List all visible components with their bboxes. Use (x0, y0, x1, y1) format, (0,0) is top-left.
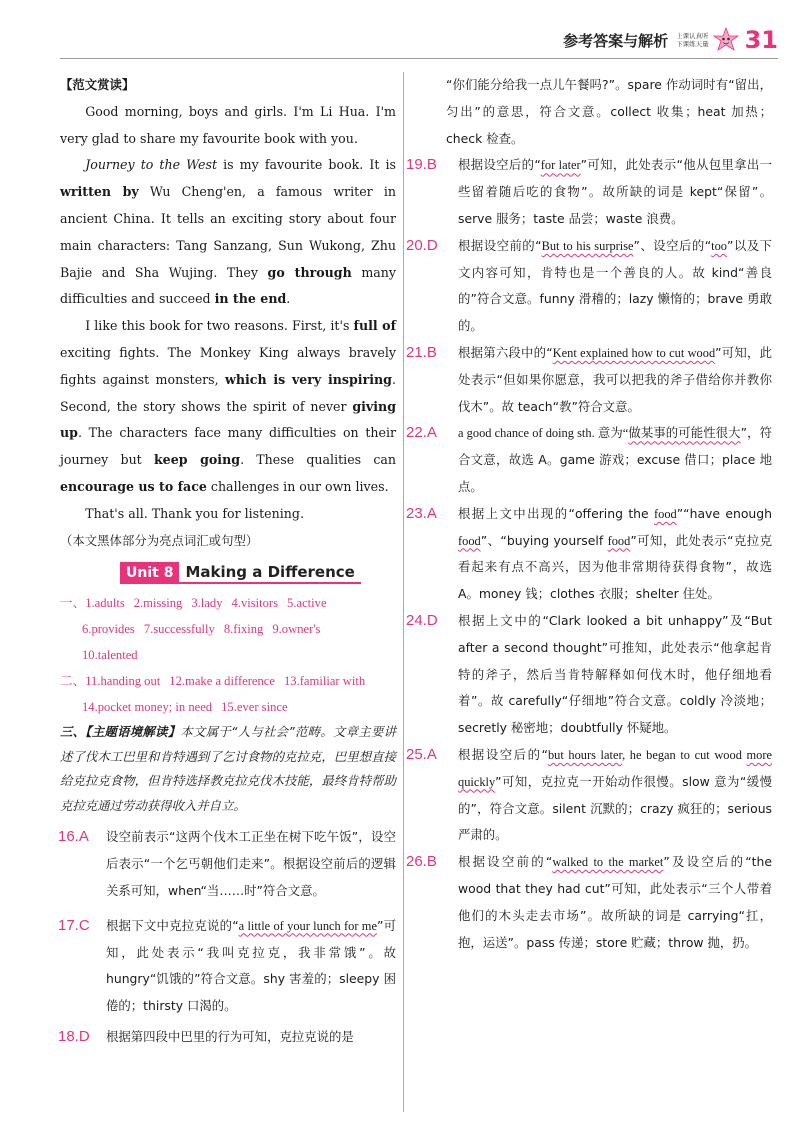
answer-item: 12.make a difference (169, 674, 275, 689)
header-rule (60, 58, 778, 59)
column-divider (403, 72, 404, 1112)
book-title: Journey to the West (85, 157, 218, 173)
highlight-phrase: go through (267, 264, 352, 280)
question-18 (60, 1024, 396, 1051)
essay-text: . Second, the story shows the spirit of never (60, 371, 396, 414)
question-26 (406, 849, 773, 956)
question-explanation: 根据设空前的“ (458, 854, 553, 870)
section-3-label: 三、【主题语境解读】 (60, 724, 181, 740)
right-column (406, 72, 773, 956)
question-explanation: “你们能分给我一点儿午餐吗?”。spare 作动词时有“留出，匀出”的意思，符合文意。collect 收集；heat 加热；check 检查。 (446, 77, 772, 146)
star-mascot-logo-icon (713, 27, 739, 53)
left-column (60, 72, 396, 1051)
question-19 (406, 152, 772, 232)
essay-text: . (286, 291, 291, 307)
answer-item: 15.ever since (221, 700, 288, 715)
answer-item: 5.active (287, 596, 327, 611)
question-explanation: ”、设空后的“ (633, 237, 712, 253)
answer-item: 13.familiar with (284, 674, 366, 689)
question-24 (406, 608, 772, 742)
header-slogan-line-2: 下课练天量 (676, 40, 709, 48)
quoted-phrase: for later (540, 158, 581, 173)
question-explanation: 根据第四段中巴里的行为可知，克拉克说的是 (106, 1028, 354, 1044)
section-2-row-2 (60, 694, 396, 720)
question-explanation: 根据上文中的“Clark looked a bit unhappy”及“But after a second thought”可推知，此处表示“他拿起肯特的斧子，然后当肯特解释如何伐木时，他仔细地看着”。故 carefully“仔细地”符合文意。coldly 冷淡地；secretly 秘密地；doubtfully 怀疑地。 (458, 612, 772, 736)
question-17 (60, 913, 396, 1020)
quoted-phrase: But to his surprise (541, 238, 634, 253)
question-explanation: 设空前表示“这两个伐木工正坐在树下吃午饭”，设空后表示“一个乞丐朝他们走来”。根据设空前后的逻辑关系可知，when“当……时”符合文意。 (106, 829, 396, 898)
essay-text: many difficulties and succeed (60, 264, 396, 307)
essay-paragraph-2 (60, 152, 396, 313)
question-explanation: 根据设空前的“ (458, 237, 542, 253)
question-explanation: ”可知，此处表示“他从包里拿出一些留着随后吃的食物”。故所缺的词是 kept“保留”。serve 服务；taste 品尝；waste 浪费。 (458, 157, 772, 226)
question-explanation: a good chance of doing sth. 意为“ (458, 426, 629, 441)
question-number: 22.A (406, 424, 437, 442)
question-18-continued (412, 72, 772, 152)
question-explanation: ”可知，此处表示“克拉克看起来有点不高兴，因为他非常期待获得食物”，故选 A。money 钱；clothes 衣服；shelter 住处。 (458, 532, 773, 602)
question-16 (60, 824, 396, 904)
section-3-text: 本文属于“人与社会”范畴。文章主要讲述了伐木工巴里和肯特遇到了乞讨食物的克拉克，巴里想直接给克拉克食物，但肯特选择教克拉克伐木技能，最终肯特帮助克拉克通过劳动获得收入并自立。 (60, 724, 396, 813)
essay-text: Wu Cheng'en, a famous writer in ancient China. It tells an exciting story about four main characters: Tang Sanzang, Sun Wukong, Zhu Bajie and Sha Wujing. They (60, 184, 396, 280)
answer-item: 11.handing out (85, 674, 161, 689)
question-explanation: ”及设空后的“the wood that they had cut”可知，此处表示“三个人带着他们的木头走去市场”。故所缺的词是 carrying“扛，抱，运送”。pass 传递；store 贮藏；throw 抛，扔。 (458, 854, 773, 950)
question-explanation: 根据下文中克拉克说的“ (106, 917, 239, 933)
section-2-row-1 (60, 668, 396, 694)
essay-paragraph-3 (60, 313, 396, 501)
essay-text: . These qualities can (240, 452, 396, 468)
quoted-phrase: more quickly (458, 747, 772, 789)
answer-item: 9.owner's (272, 622, 321, 637)
essay-heading: 【范文赏读】 (60, 77, 135, 92)
highlight-phrase: in the end (214, 291, 287, 307)
question-number: 20.D (406, 236, 438, 254)
essay-text: exciting fights. The Monkey King always bravely fights against monsters, (60, 344, 396, 387)
answer-item: 2.missing (133, 596, 183, 611)
quoted-phrase: food (654, 506, 677, 521)
highlight-phrase: which is very inspiring (225, 371, 392, 387)
section-1-row-3 (60, 642, 396, 668)
answer-item: 10.talented (82, 648, 138, 663)
question-explanation: ”可知，此处表示“我叫克拉克，我非常饿”。故 hungry“饥饿的”符合文意。shy 害羞的；sleepy 困倦的；thirsty 口渴的。 (106, 917, 396, 1014)
question-explanation: ”“have enough (676, 505, 772, 521)
quoted-phrase: Kent explained how to cut wood (552, 345, 716, 360)
answer-item: 3.lady (191, 596, 223, 611)
question-23 (406, 501, 773, 608)
question-20 (406, 233, 773, 340)
question-number: 19.B (406, 156, 437, 174)
essay-text: challenges in our own lives. (206, 478, 389, 494)
question-explanation: 根据上文中出现的“offering the (458, 505, 655, 521)
question-explanation: 根据设空后的“ (458, 157, 541, 173)
question-number: 18.D (58, 1027, 90, 1045)
answer-item: 1.adults (85, 596, 125, 611)
question-explanation: ”、“buying yourself (480, 532, 608, 548)
question-explanation: , he began to cut wood (622, 747, 747, 762)
question-number: 24.D (406, 611, 438, 629)
answer-item: 6.provides (82, 622, 135, 637)
highlight-phrase: full of (353, 318, 396, 334)
section-2-label: 二、 (60, 674, 86, 689)
question-25 (406, 742, 772, 849)
section-1-row-1 (60, 590, 396, 616)
essay-text: . The characters face many difficulties on their journey but (60, 425, 396, 468)
answer-item: 7.successfully (143, 622, 215, 637)
essay-paragraph-4: That's all. Thank you for listening. (85, 505, 304, 521)
highlight-phrase: keep going (153, 452, 241, 468)
answer-item: 8.fixing (223, 622, 264, 637)
highlight-phrase: encourage us to face (60, 478, 207, 494)
question-explanation: ”，符合文意，故选 A。game 游戏；excuse 借口；place 地点。 (458, 425, 773, 494)
question-explanation: ”以及下文内容可知，肯特也是一个善良的人。故 kind“善良的”符合文意。funny 滑稽的；lazy 懒惰的；brave 勇敢的。 (458, 237, 773, 334)
question-number: 21.B (406, 343, 437, 361)
header-slogan-line-1: 上课认真听 (676, 32, 709, 40)
question-explanation: ”可知，克拉克一开始动作很慢。slow 意为“缓慢的”，符合文意。silent 沉默的；crazy 疯狂的；serious 严肃的。 (458, 773, 772, 843)
unit-banner (120, 562, 396, 584)
question-22 (406, 420, 773, 500)
header-slogan (676, 32, 709, 48)
page-header (563, 20, 778, 60)
essay-text: is my favourite book. It is (217, 157, 396, 173)
quoted-phrase: food (458, 533, 481, 548)
question-number: 23.A (406, 504, 437, 522)
unit-name: Making a Difference (179, 562, 360, 584)
answer-item: 14.pocket money; in need (82, 700, 213, 715)
section-1-row-2 (60, 616, 396, 642)
unit-tag: Unit 8 (120, 562, 179, 584)
section-3-intro (60, 720, 396, 818)
quoted-phrase: a little of your lunch for me (238, 918, 377, 933)
question-21 (406, 340, 773, 420)
question-number: 26.B (406, 853, 437, 871)
answer-item: 4.visitors (231, 596, 279, 611)
quoted-phrase: but hours later (547, 747, 623, 762)
highlight-phrase: giving up (60, 398, 396, 441)
question-number: 25.A (406, 745, 437, 763)
question-number: 16.A (58, 828, 89, 846)
question-number: 17.C (58, 916, 90, 934)
section-1-label: 一、 (60, 596, 86, 611)
essay-text: I like this book for two reasons. First, it's (85, 318, 354, 334)
question-explanation: ”可知，此处表示“但如果你愿意，我可以把我的斧子借给你并教你伐木”。故 teach“教”符合文意。 (458, 344, 773, 414)
essay-paragraph-1: Good morning, boys and girls. I'm Li Hua. I'm very glad to share my favourite book with you. (60, 103, 396, 146)
quoted-phrase: food (607, 533, 631, 548)
essay-note: （本文黑体部分为亮点词汇或句型） (60, 532, 259, 548)
header-title: 参考答案与解析 (563, 31, 669, 50)
question-explanation: 根据第六段中的“ (458, 344, 553, 360)
question-explanation: 根据设空后的“ (458, 746, 548, 762)
highlight-phrase: written by (60, 184, 139, 200)
quoted-phrase: too (711, 238, 727, 253)
quoted-phrase: walked to the market (552, 855, 664, 870)
quoted-phrase: 做某事的可能性很大 (628, 425, 741, 441)
page-number: 31 (744, 26, 778, 54)
